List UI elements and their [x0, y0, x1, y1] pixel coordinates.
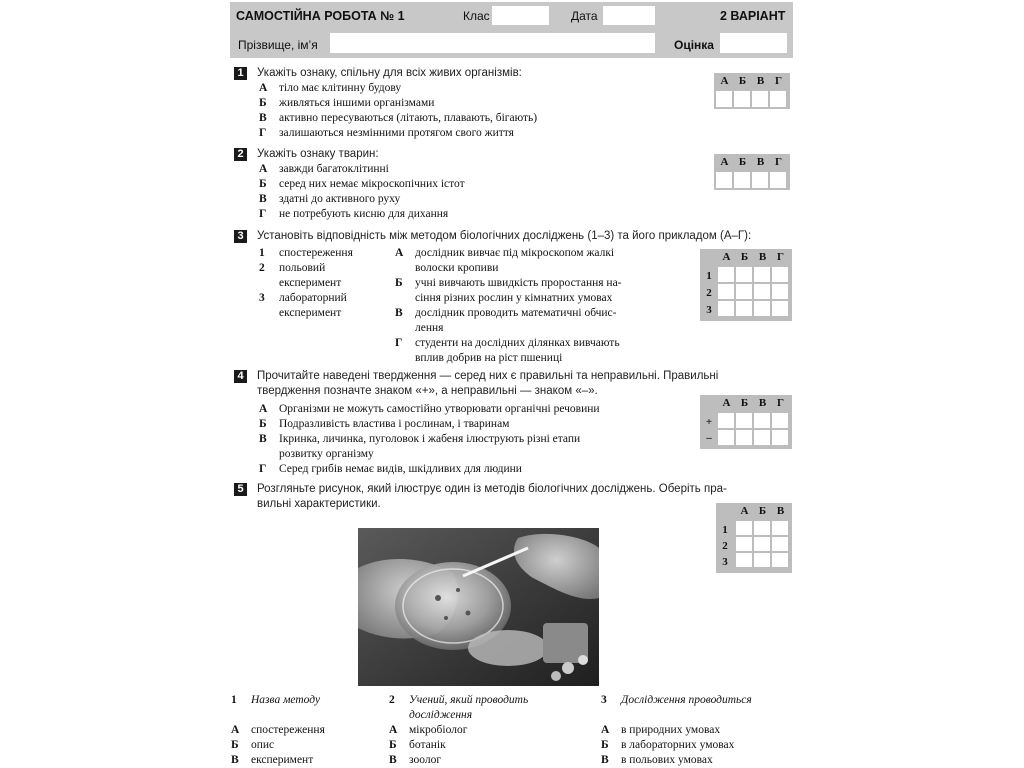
- q3-grid-row-3: 3: [706, 304, 712, 316]
- q4-answer-cell[interactable]: [718, 413, 734, 428]
- q5-col2-title: 2 Учений, який проводить: [389, 694, 529, 706]
- q5-col3-option-b: Б в лабораторних умовах: [601, 739, 735, 751]
- q3-grid-col-c: В: [758, 251, 767, 263]
- variant-label: 2 ВАРІАНТ: [720, 9, 786, 23]
- date-label: Дата: [571, 9, 598, 23]
- grade-label: Оцінка: [674, 38, 714, 52]
- q5-grid-row-2: 2: [722, 540, 728, 552]
- q1-answer-cell-a[interactable]: [716, 91, 732, 107]
- q4-answer-cell[interactable]: [718, 430, 734, 445]
- question-4-text-line1: Прочитайте наведені твердження — серед них є правильні та неправильні. Правильні: [257, 370, 719, 382]
- q1-answer-cell-b[interactable]: [734, 91, 750, 107]
- q2-grid-col-c: В: [756, 156, 765, 168]
- q5-answer-grid: [716, 503, 792, 573]
- q4-answer-cell[interactable]: [754, 430, 770, 445]
- q4-answer-cell[interactable]: [772, 430, 788, 445]
- q3-grid-row-2: 2: [706, 287, 712, 299]
- class-field[interactable]: [492, 6, 549, 25]
- q2-option-a: А завжди багатоклітинні: [259, 163, 389, 175]
- q3-answer-cell[interactable]: [772, 267, 788, 282]
- q1-grid-col-d: Г: [775, 75, 782, 87]
- q1-answer-cell-d[interactable]: [770, 91, 786, 107]
- question-4-number: 4: [234, 370, 247, 383]
- q2-answer-cell-a[interactable]: [716, 172, 732, 188]
- q1-grid-col-c: В: [756, 75, 765, 87]
- q3-answer-cell[interactable]: [754, 284, 770, 299]
- q5-grid-col-c: В: [776, 505, 785, 517]
- q3-answer-cell[interactable]: [718, 284, 734, 299]
- q5-col3-option-a: А в природних умовах: [601, 724, 721, 736]
- q5-answer-cell[interactable]: [736, 537, 752, 551]
- q5-col3-option-c: В в польових умовах: [601, 754, 713, 766]
- q3-grid-col-a: А: [722, 251, 731, 263]
- q4-grid-col-c: В: [758, 397, 767, 409]
- q4-answer-cell[interactable]: [736, 413, 752, 428]
- q5-col3-title: 3 Дослідження проводиться: [601, 694, 752, 706]
- question-1-text: Укажіть ознаку, спільну для всіх живих організмів:: [257, 67, 522, 79]
- q3-method-2: 2 польовий: [259, 262, 326, 274]
- q3-grid-row-1: 1: [706, 270, 712, 282]
- q4-statement-b: Б Подразливість властива і рослинам, і тваринам: [259, 418, 510, 430]
- q3-example-d-cont: вплив добрив на ріст пшениці: [415, 352, 563, 364]
- q5-col1-option-a: А спостереження: [231, 724, 325, 736]
- q2-option-c: В здатні до активного руху: [259, 193, 401, 205]
- q3-answer-cell[interactable]: [736, 301, 752, 316]
- q2-answer-cell-d[interactable]: [770, 172, 786, 188]
- q3-answer-cell[interactable]: [754, 301, 770, 316]
- q5-answer-cell[interactable]: [754, 553, 770, 567]
- q2-option-b: Б серед них немає мікроскопічних істот: [259, 178, 465, 190]
- question-5-text-line2: вильні характеристики.: [257, 498, 381, 510]
- q4-grid-row-minus: –: [706, 432, 712, 444]
- q1-option-b: Б живляться іншими організмами: [259, 97, 435, 109]
- q5-answer-cell[interactable]: [754, 537, 770, 551]
- q4-statement-c: В Ікринка, личинка, пуголовок і жабеня ілюструють різні етапи: [259, 433, 581, 445]
- question-1-number: 1: [234, 67, 247, 80]
- q4-grid-col-d: Г: [777, 397, 784, 409]
- worksheet-title: САМОСТІЙНА РОБОТА № 1: [236, 9, 405, 23]
- lab-photo-petri-dish: [358, 528, 599, 686]
- q1-option-d: Г залишаються незмінними протягом свого життя: [259, 127, 514, 139]
- q5-col1-title: 1 Назва методу: [231, 694, 321, 706]
- question-2-text: Укажіть ознаку тварин:: [257, 148, 379, 160]
- q5-answer-cell[interactable]: [772, 553, 788, 567]
- q3-answer-cell[interactable]: [772, 301, 788, 316]
- q1-answer-grid: [714, 73, 790, 109]
- q5-col2-option-a: А мікробіолог: [389, 724, 468, 736]
- q3-answer-cell[interactable]: [772, 284, 788, 299]
- q3-grid-col-d: Г: [777, 251, 784, 263]
- q5-col2-option-c: В зоолог: [389, 754, 442, 766]
- q4-answer-cell[interactable]: [736, 430, 752, 445]
- q4-statement-c-cont: розвитку організму: [279, 448, 374, 460]
- q3-grid-col-b: Б: [740, 251, 749, 263]
- q5-col1-option-b: Б опис: [231, 739, 275, 751]
- q5-col2-title-cont: дослідження: [409, 709, 473, 721]
- q5-col1-option-c: В експеримент: [231, 754, 314, 766]
- q5-answer-cell[interactable]: [772, 537, 788, 551]
- q2-grid-col-d: Г: [775, 156, 782, 168]
- q4-statement-a: А Організми не можуть самостійно утворювати органічні речовини: [259, 403, 600, 415]
- q1-option-a: А тіло має клітинну будову: [259, 82, 402, 94]
- question-5-number: 5: [234, 483, 247, 496]
- q3-answer-grid: [700, 249, 792, 321]
- grade-field[interactable]: [720, 33, 787, 53]
- q1-option-c: В активно пересуваються (літають, плавають, бігають): [259, 112, 538, 124]
- q3-example-b-cont: сіння різних рослин у кімнатних умовах: [415, 292, 613, 304]
- question-2-number: 2: [234, 148, 247, 161]
- q3-example-a-cont: волоски кропиви: [415, 262, 499, 274]
- q5-col2-option-b: Б ботанік: [389, 739, 446, 751]
- q2-grid-col-a: А: [720, 156, 729, 168]
- q3-example-b: Б учні вивчають швидкість проростання на-: [395, 277, 622, 289]
- q5-answer-cell[interactable]: [772, 521, 788, 535]
- q5-grid-row-1: 1: [722, 524, 728, 536]
- q4-grid-col-a: А: [722, 397, 731, 409]
- q5-answer-cell[interactable]: [754, 521, 770, 535]
- q3-answer-cell[interactable]: [718, 301, 734, 316]
- q1-answer-cell-c[interactable]: [752, 91, 768, 107]
- q3-example-a: А дослідник вивчає під мікроскопом жалкі: [395, 247, 615, 259]
- q4-answer-cell[interactable]: [772, 413, 788, 428]
- q2-option-d: Г не потребують кисню для дихання: [259, 208, 449, 220]
- question-5-text-line1: Розгляньте рисунок, який ілюструє один із методів біологічних досліджень. Оберіть пра-: [257, 483, 727, 495]
- q5-answer-cell[interactable]: [736, 521, 752, 535]
- q3-example-c-cont: лення: [415, 322, 444, 334]
- q2-answer-cell-c[interactable]: [752, 172, 768, 188]
- name-field[interactable]: [330, 33, 655, 53]
- q5-answer-cell[interactable]: [736, 553, 752, 567]
- q1-grid-col-a: А: [720, 75, 729, 87]
- q3-example-c: В дослідник проводить математичні обчис-: [395, 307, 617, 319]
- q3-method-1: 1 спостереження: [259, 247, 353, 259]
- class-label: Клас: [463, 9, 490, 23]
- date-field[interactable]: [603, 6, 655, 25]
- name-label: Прізвище, ім’я: [238, 38, 318, 52]
- q5-grid-row-3: 3: [722, 556, 728, 568]
- question-4-text-line2: твердження позначте знаком «+», а неправильні — знаком «–».: [257, 385, 598, 397]
- q3-method-2-cont: експеримент: [279, 277, 342, 289]
- q4-statement-d: Г Серед грибів немає видів, шкідливих для людини: [259, 463, 522, 475]
- q4-answer-cell[interactable]: [754, 413, 770, 428]
- q2-answer-cell-b[interactable]: [734, 172, 750, 188]
- q4-answer-grid: [700, 395, 792, 449]
- q5-grid-col-b: Б: [758, 505, 767, 517]
- q2-grid-col-b: Б: [738, 156, 747, 168]
- q1-grid-col-b: Б: [738, 75, 747, 87]
- q3-answer-cell[interactable]: [736, 284, 752, 299]
- q3-answer-cell[interactable]: [736, 267, 752, 282]
- q3-method-3: 3 лабораторний: [259, 292, 347, 304]
- question-3-text: Установіть відповідність між методом біологічних досліджень (1–3) та його прикладом (А–Г):: [257, 230, 752, 242]
- q3-answer-cell[interactable]: [718, 267, 734, 282]
- q2-answer-grid: [714, 154, 790, 190]
- q5-grid-col-a: А: [740, 505, 749, 517]
- question-3-number: 3: [234, 230, 247, 243]
- q3-answer-cell[interactable]: [754, 267, 770, 282]
- q4-grid-col-b: Б: [740, 397, 749, 409]
- q3-method-3-cont: експеримент: [279, 307, 342, 319]
- worksheet-header: [230, 2, 793, 58]
- q4-grid-row-plus: +: [705, 416, 713, 428]
- q3-example-d: Г студенти на дослідних ділянках вивчають: [395, 337, 620, 349]
